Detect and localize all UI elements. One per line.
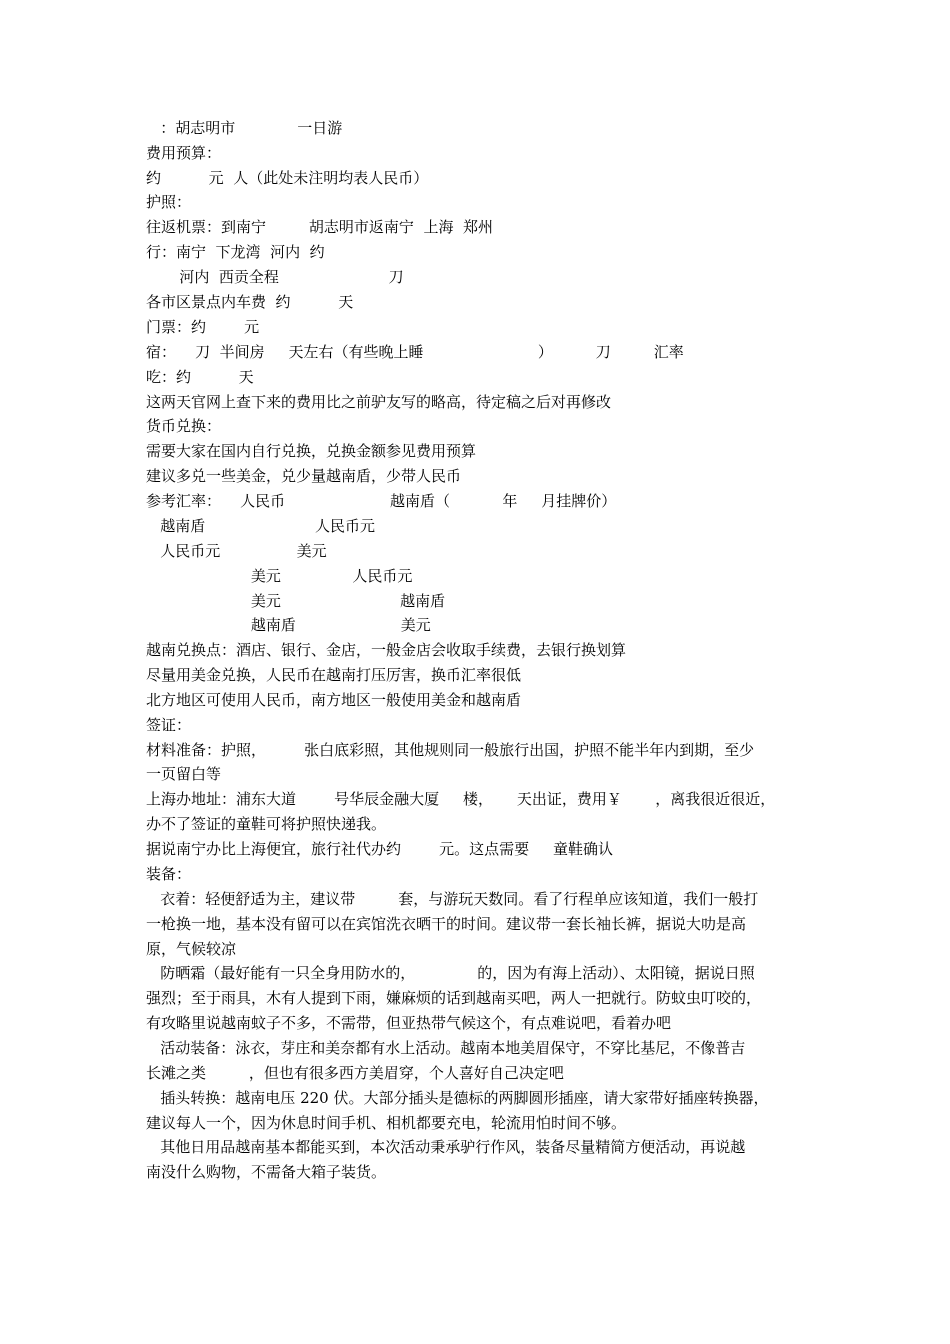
doc-line: 南没什么购物，不需备大箱子装货。 bbox=[146, 1163, 387, 1181]
doc-line: 行：南宁 下龙湾 河内 约 bbox=[146, 243, 325, 261]
doc-line: 北方地区可使用人民币，南方地区一般使用美金和越南盾 bbox=[146, 691, 522, 709]
doc-line: 河内 西贡全程 刀 bbox=[146, 268, 404, 286]
doc-line: 货币兑换： bbox=[146, 417, 222, 435]
doc-line: 需要大家在国内自行兑换，兑换金额参见费用预算 bbox=[146, 442, 477, 460]
doc-line: 美元 人民币元 bbox=[146, 567, 413, 585]
doc-line: 插头转换：越南电压 220 伏。大部分插头是德标的两脚圆形插座，请大家带好插座转换器， bbox=[146, 1089, 769, 1107]
doc-line: 约 元 人（此处未注明均表人民币） bbox=[146, 169, 429, 187]
doc-line: 防晒霜（最好能有一只全身用防水的， 的，因为有海上活动）、太阳镜，据说日照 bbox=[146, 964, 755, 982]
doc-line: ：胡志明市 一日游 bbox=[146, 119, 343, 137]
doc-line: 越南兑换点：酒店、银行、金店，一般金店会收取手续费，去银行换划算 bbox=[146, 641, 627, 659]
doc-line: 美元 越南盾 bbox=[146, 592, 446, 610]
doc-line: 越南盾 美元 bbox=[146, 616, 431, 634]
doc-line: 费用预算： bbox=[146, 144, 222, 162]
doc-line: 门票：约 元 bbox=[146, 318, 260, 336]
doc-line: 有攻略里说越南蚊子不多，不需带，但亚热带气候这个，有点难说吧，看着办吧 bbox=[146, 1014, 672, 1032]
doc-line: 护照： bbox=[146, 193, 192, 211]
doc-line: 各市区景点内车费 约 天 bbox=[146, 293, 354, 311]
doc-line: 原，气候较凉 bbox=[146, 940, 237, 958]
doc-line: 办不了签证的童鞋可将护照快递我。 bbox=[146, 815, 387, 833]
doc-line: 建议每人一个，因为休息时间手机、相机都要充电，轮流用怕时间不够。 bbox=[146, 1114, 627, 1132]
doc-line: 活动装备：泳衣，芽庄和美奈都有水上活动。越南本地美眉保守，不穿比基尼，不像普吉 bbox=[146, 1039, 746, 1057]
doc-line: 建议多兑一些美金，兑少量越南盾，少带人民币 bbox=[146, 467, 462, 485]
doc-line: 一页留白等 bbox=[146, 765, 222, 783]
doc-line: 尽量用美金兑换，人民币在越南打压厉害，换币汇率很低 bbox=[146, 666, 522, 684]
doc-line: 宿： 刀 半间房 天左右（有些晚上睡 ） 刀 汇率 bbox=[146, 343, 684, 361]
doc-line: 上海办地址：浦东大道 号华辰金融大厦 楼， 天出证，费用￥ ，离我很近很近， bbox=[146, 790, 776, 808]
doc-line: 据说南宁办比上海便宜，旅行社代办约 元。这点需要 童鞋确认 bbox=[146, 840, 613, 858]
doc-line: 衣着：轻便舒适为主，建议带 套，与游玩天数同。看了行程单应该知道，我们一般打 bbox=[146, 890, 759, 908]
doc-line: 一枪换一地，基本没有留可以在宾馆洗衣晒干的时间。建议带一套长袖长裤，据说大叻是高 bbox=[146, 915, 747, 933]
doc-line: 材料准备：护照， 张白底彩照，其他规则同一般旅行出国，护照不能半年内到期，至少 bbox=[146, 741, 755, 759]
doc-line: 往返机票：到南宁 胡志明市返南宁 上海 郑州 bbox=[146, 218, 493, 236]
doc-line: 越南盾 人民币元 bbox=[146, 517, 375, 535]
doc-line: 装备： bbox=[146, 865, 192, 883]
doc-line: 吃：约 天 bbox=[146, 368, 254, 386]
doc-line: 人民币元 美元 bbox=[146, 542, 327, 560]
doc-line: 这两天官网上查下来的费用比之前驴友写的略高，待定稿之后对再修改 bbox=[146, 393, 612, 411]
doc-line: 其他日用品越南基本都能买到，本次活动秉承驴行作风，装备尽量精简方便活动，再说越 bbox=[146, 1138, 746, 1156]
doc-line: 长滩之类 ，但也有很多西方美眉穿，个人喜好自己决定吧 bbox=[146, 1064, 564, 1082]
doc-line: 签证： bbox=[146, 716, 192, 734]
doc-line: 参考汇率： 人民币 越南盾（ 年 月挂牌价） bbox=[146, 492, 617, 510]
doc-line: 强烈；至于雨具，木有人提到下雨，嫌麻烦的话到越南买吧，两人一把就行。防蚊虫叮咬的， bbox=[146, 989, 762, 1007]
